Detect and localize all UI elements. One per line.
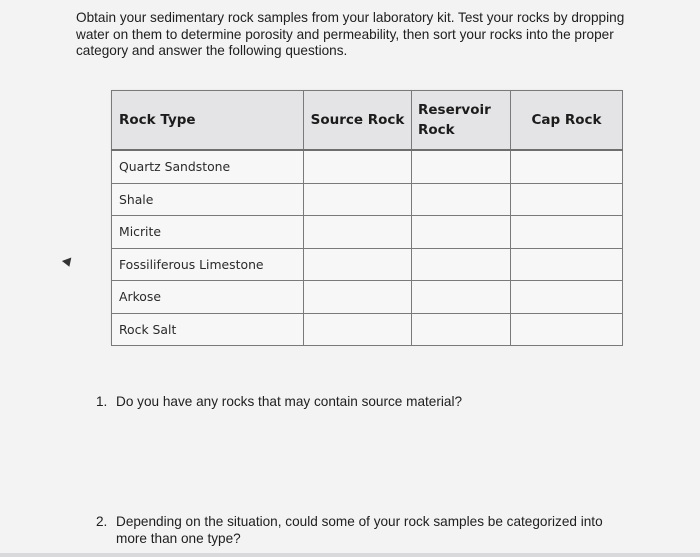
cap-rock-cell[interactable]: [511, 248, 623, 281]
rock-classification-table: [111, 90, 623, 346]
cap-rock-cell[interactable]: [511, 216, 623, 249]
reservoir-rock-cell[interactable]: [412, 281, 511, 314]
rock-name-cell: Fossiliferous Limestone: [112, 248, 304, 281]
question-1: [96, 394, 656, 412]
header-cap-rock: Cap Rock: [511, 91, 623, 151]
reservoir-rock-cell[interactable]: [412, 183, 511, 216]
rock-name-cell: Shale: [112, 183, 304, 216]
source-rock-cell[interactable]: [304, 281, 412, 314]
source-rock-cell[interactable]: [304, 313, 412, 346]
rock-name-cell: Arkose: [112, 281, 304, 314]
cap-rock-cell[interactable]: [511, 313, 623, 346]
reservoir-rock-cell[interactable]: [412, 216, 511, 249]
question-text-line1: Depending on the situation, could some of your rock samples be categorized into: [116, 514, 603, 529]
question-text: [116, 514, 603, 547]
source-rock-cell[interactable]: [304, 216, 412, 249]
table-header-row: [112, 91, 623, 151]
reservoir-rock-cell[interactable]: [412, 313, 511, 346]
table-row: [112, 248, 623, 281]
instructions-paragraph: Obtain your sedimentary rock samples from your laboratory kit. Test your rocks by dropping water on them to determine porosity and permeability, then sort your rocks into the proper category and answer the following questions.: [76, 10, 625, 58]
header-reservoir-line2: Rock: [418, 122, 455, 138]
page-bottom-edge: [0, 553, 700, 557]
header-source-rock: Source Rock: [304, 91, 412, 151]
header-reservoir-rock: [412, 91, 511, 151]
rock-name-cell: Micrite: [112, 216, 304, 249]
rock-name-cell: Rock Salt: [112, 313, 304, 346]
header-reservoir-line1: Reservoir: [418, 102, 491, 118]
cap-rock-cell[interactable]: [511, 183, 623, 216]
question-2: [96, 514, 676, 550]
question-text-line2: more than one type?: [116, 530, 241, 546]
table-row: [112, 281, 623, 314]
mouse-cursor-icon: [62, 258, 74, 269]
reservoir-rock-cell[interactable]: [412, 248, 511, 281]
table-row: [112, 150, 623, 183]
source-rock-cell[interactable]: [304, 183, 412, 216]
cap-rock-cell[interactable]: [511, 150, 623, 183]
table-row: [112, 183, 623, 216]
question-text: Do you have any rocks that may contain source material?: [116, 394, 463, 409]
reservoir-rock-cell[interactable]: [412, 150, 511, 183]
question-number: 2.: [96, 514, 108, 529]
source-rock-cell[interactable]: [304, 150, 412, 183]
table-row: [112, 216, 623, 249]
header-rock-type: Rock Type: [112, 91, 304, 151]
rock-name-cell: Quartz Sandstone: [112, 150, 304, 183]
question-number: 1.: [96, 394, 108, 409]
table-row: [112, 313, 623, 346]
source-rock-cell[interactable]: [304, 248, 412, 281]
cap-rock-cell[interactable]: [511, 281, 623, 314]
